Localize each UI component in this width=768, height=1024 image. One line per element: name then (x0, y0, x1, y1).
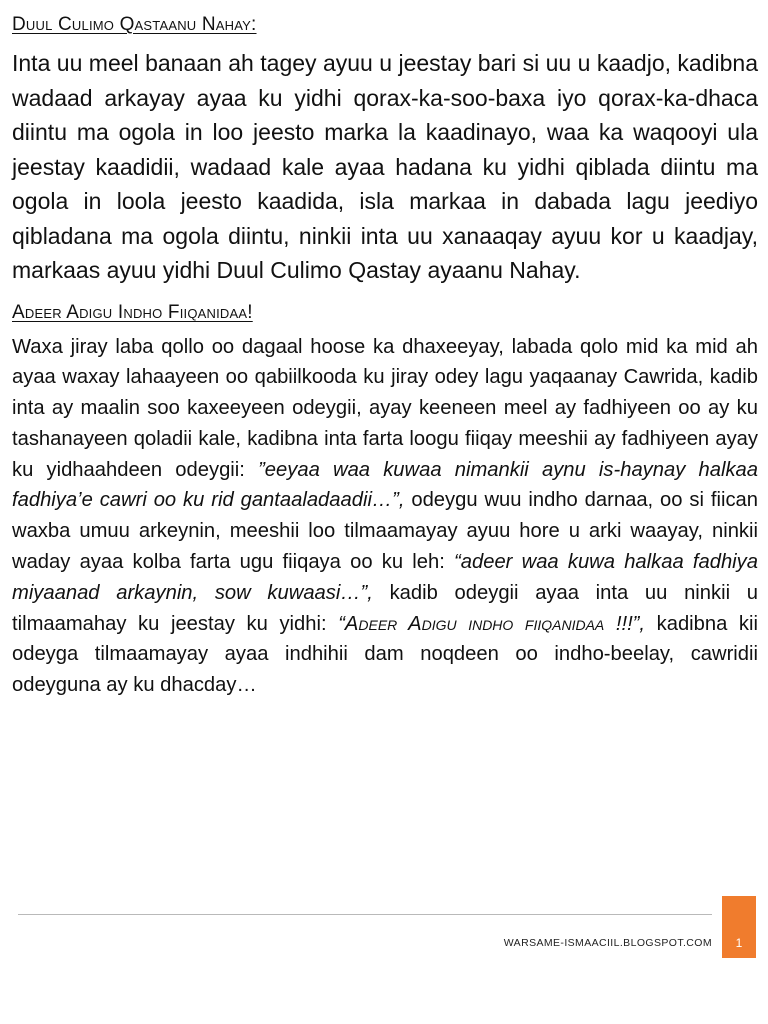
footer-blog-url[interactable]: WARSAME-ISMAACIIL.BLOGSPOT.COM (503, 937, 712, 949)
quote-text: “Adeer Adigu indho fiiqanidaa !!!”, (338, 612, 646, 635)
body-text: odeygu wuu indho darnaa, oo si fiican waxba umuu arkeynin, meeshii loo tilmaamayay ayuu hore u arki waayay, ninkii waday ayaa kolba farta ugu fiiqaya oo ku leh: (12, 489, 758, 574)
section-heading-duul-culimo: Duul Culimo Qastaanu Nahay: (12, 14, 257, 35)
section-body-adeer-adigu (12, 332, 758, 702)
document-page (12, 14, 758, 701)
footer-divider (18, 914, 712, 915)
quote-text: “adeer waa kuwa halkaa fadhiya miyaanad arkaynin, sow kuwaasi…”, (12, 551, 758, 604)
section-heading-adeer-adigu: Adeer Adigu Indho Fiiqanidaa! (12, 301, 253, 323)
quote-text: ”eeyaa waa kuwaa nimankii aynu is-haynay halkaa fadhiya’e cawri oo ku rid gantaaladaadii…”, (12, 458, 758, 512)
body-text: Waxa jiray laba qollo oo dagaal hoose ka dhaxeeyay, labada qolo mid ka mid ah ayaa waxay lahaayeen oo qabiilkooda ku jiray odey lagu yaqaanay Cawrida, kadib inta ay maalin soo kaxeeyeen odeygii, ayay keeneen meel ay fadhiyeen oo ay ku tashanayeen qoladii kale, kadibna inta farta loogu fiiqay meeshii ay fadhiyeen ayay ku yidhaahdeen odeygii: (12, 335, 758, 481)
page-number-badge (722, 896, 756, 958)
section-body-duul-culimo: Inta uu meel banaan ah tagey ayuu u jeestay bari si uu u kaadjo, kadibna wadaad arkayay ayaa ku yidhi qorax-ka-soo-baxa iyo qorax-ka-dhaca diintu ma ogola in loo jeesto marka la kaadinayo, waa ka waqooyi ula jeestay kaadidii, wadaad kale ayaa hadana ku yidhi qiblada diintu ma ogola in loola jeesto kaadida, isla markaa in dabada lagu jeediyo qibladana ma ogola diintu, ninkii inta uu xanaaqay ayuu kor u kaadjay, markaas ayuu yidhi Duul Culimo Qastay ayaanu Nahay. (12, 50, 758, 283)
body-text: kadib odeygii ayaa inta uu ninkii u tilmaamahay ku jeestay ku yidhi: (12, 581, 758, 635)
body-text: kadibna kii odeyga tilmaamayay ayaa indhihii dam noqdeen oo indho-beelay, cawridii odeyguna ay ku dhacday… (12, 612, 758, 697)
page-number: 1 (735, 936, 743, 950)
